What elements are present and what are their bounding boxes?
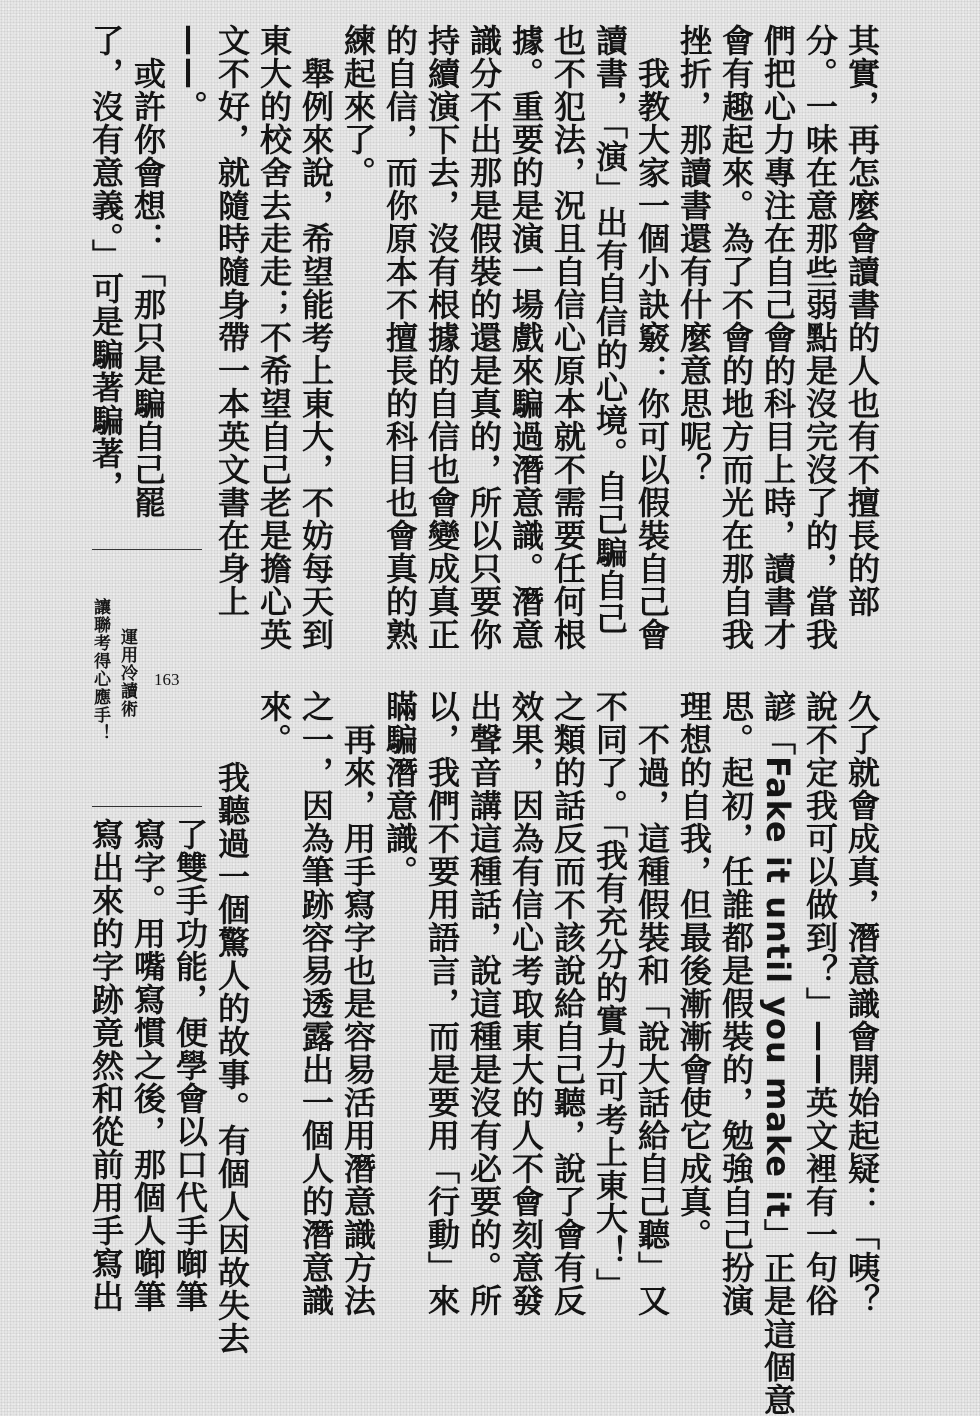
chapter-title: 運用冷讀術 — [117, 628, 137, 718]
header-rule-top — [92, 549, 202, 550]
text-column: 說不定我可以做到？」——英文裡有一句俗 — [801, 690, 839, 1317]
text-column: 之一，因為筆跡容易透露出一個人的潛意識 — [297, 690, 335, 1317]
text-column: 瞞騙潛意識。 — [381, 690, 419, 888]
text-column: 寫字。用嘴寫慣之後，那個人啣筆 — [129, 818, 167, 1313]
text-column: 或許你會想：「那只是騙自己罷 — [129, 24, 167, 519]
text-column: 諺「Fake it until you make it」正是這個意 — [759, 690, 797, 1416]
text-column: 不同了。「我有充分的實力可考上東大！」 — [591, 690, 629, 1301]
text-column: 再來，用手寫字也是容易活用潛意識方法 — [339, 690, 377, 1317]
text-column: 理想的自我，但最後漸漸會使它成真。 — [675, 690, 713, 1251]
text-column: 效果，因為有信心考取東大的人不會刻意發 — [507, 690, 545, 1317]
header-rule-bottom — [92, 806, 202, 807]
text-column: 來。 — [255, 690, 293, 756]
text-column: 我教大家一個小訣竅：你可以假裝自己會 — [633, 24, 671, 651]
text-column: 東大的校舍去走走；不希望自己老是擔心英 — [255, 24, 293, 651]
text-column: 文不好，就隨時隨身帶一本英文書在身上 — [213, 24, 251, 618]
text-column: 會有趣起來。為了不會的地方而光在那自我 — [717, 24, 755, 651]
text-column: 識分不出那是假裝的還是真的，所以只要你 — [465, 24, 503, 651]
text-column: 出聲音講這種話，說這種是沒有必要的。所 — [465, 690, 503, 1317]
text-column: 以，我們不要用語言，而是要用「行動」來 — [423, 690, 461, 1317]
text-column: 舉例來說，希望能考上東大，不妨每天到 — [297, 24, 335, 651]
text-column: 據。重要的是演一場戲來騙過潛意識。潛意 — [507, 24, 545, 651]
text-column: 其實，再怎麼會讀書的人也有不擅長的部 — [843, 24, 881, 618]
text-column: 我聽過一個驚人的故事。有個人因故失去 — [213, 728, 251, 1355]
text-column: 們把心力專注在自己會的科目上時，讀書才 — [759, 24, 797, 651]
text-column: 了雙手功能，便學會以口代手啣筆 — [171, 818, 209, 1313]
text-column: 了，沒有意義。」可是騙著騙著， — [87, 24, 125, 503]
text-column: ——。 — [171, 24, 209, 123]
text-column: 挫折，那讀書還有什麼意思呢？ — [675, 24, 713, 486]
text-column: 讀書，「演」出有自信的心境。自己騙自己 — [591, 24, 629, 635]
text-column: 思。起初，任誰都是假裝的，勉強自己扮演 — [717, 690, 755, 1317]
text-column: 持續演下去，沒有根據的自信也會變成真正 — [423, 24, 461, 651]
text-column: 久了就會成真，潛意識會開始起疑：「咦？ — [843, 690, 881, 1317]
text-column: 寫出來的字跡竟然和從前用手寫出 — [87, 818, 125, 1313]
text-column: 不過，這種假裝和「說大話給自己聽」又 — [633, 690, 671, 1317]
text-column: 之類的話反而不該說給自己聽，說了會有反 — [549, 690, 587, 1317]
page-number: 163 — [154, 670, 180, 689]
text-column: 練起來了。 — [339, 24, 377, 189]
text-column: 分。一味在意那些弱點是沒完沒了的，當我 — [801, 24, 839, 651]
text-column: 也不犯法，況且自信心原本就不需要任何根 — [549, 24, 587, 651]
text-column: 的自信，而你原本不擅長的科目也會真的熟 — [381, 24, 419, 651]
chapter-subtitle: 讓聯考得心應手！ — [90, 598, 110, 742]
